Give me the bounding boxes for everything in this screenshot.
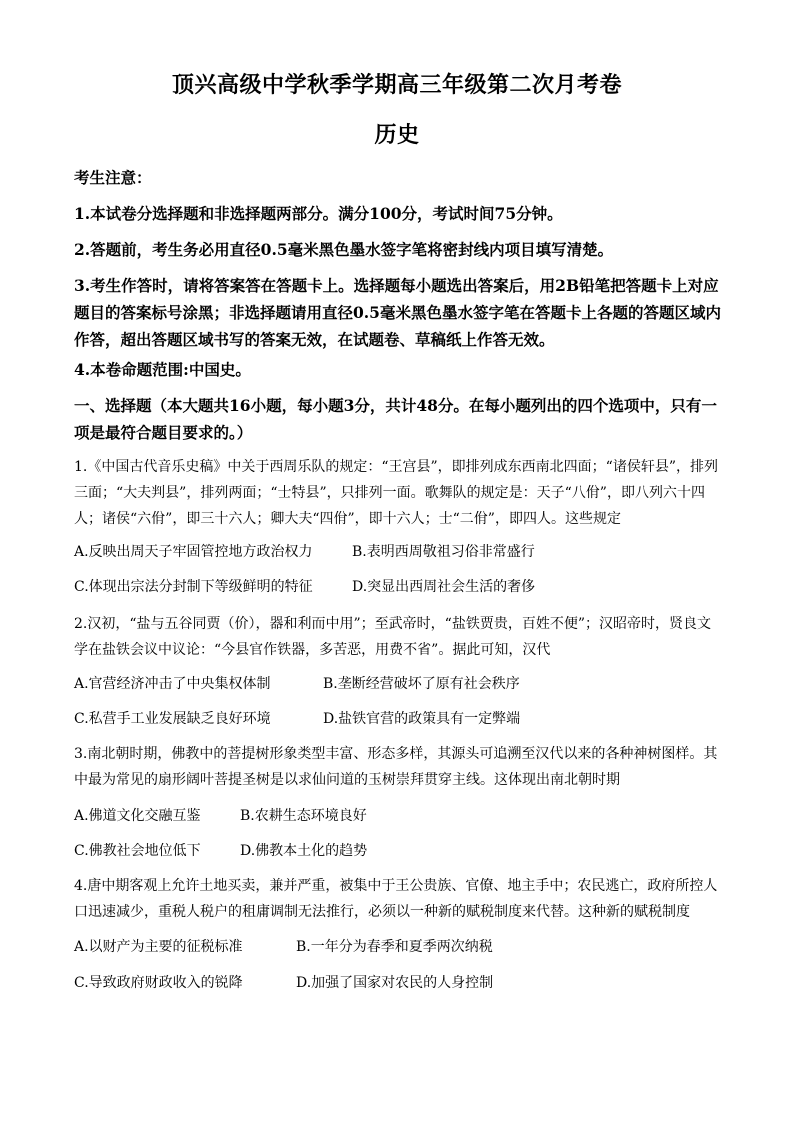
section-heading: 一、选择题（本大题共16小题，每小题3分，共计48分。在每小题列出的四个选项中，只有一项是最符合题目要求的。）	[74, 396, 717, 442]
q3-option-a[interactable]: A.佛道文化交融互鉴	[74, 808, 201, 824]
question-2-stem: 2.汉初，“盐与五谷同贾（价），器和利而中用”；至武帝时，“盐铁贾贵，百姓不便”；汉昭帝时，贤良文学在盐铁会议中议论：“今县官作铁器，多苦恶，用费不省”。据此可知，汉代	[74, 616, 711, 658]
q2-option-c[interactable]: C.私营手工业发展缺乏良好环境	[74, 711, 271, 727]
q4-option-d[interactable]: D.加强了国家对农民的人身控制	[296, 975, 494, 991]
q2-option-b[interactable]: B.垄断经营破坏了原有社会秩序	[323, 676, 520, 692]
q4-option-c[interactable]: C.导致政府财政收入的锐降	[74, 975, 243, 991]
q4-option-b[interactable]: B.一年分为春季和夏季两次纳税	[296, 939, 493, 955]
q1-option-c[interactable]: C.体现出宗法分封制下等级鲜明的特征	[74, 579, 313, 595]
q4-option-a[interactable]: A.以财产为主要的征税标准	[74, 939, 243, 955]
notice-item-3: 3.考生作答时，请将答案答在答题卡上。选择题每小题选出答案后，用2B铅笔把答题卡上对应题目的答案标号涂黑；非选择题请用直径0.5毫米黑色墨水签字笔在答题卡上各题的答题区域内作答，超出答题区域书写的答案无效，在试题卷、草稿纸上作答无效。	[74, 276, 721, 349]
q3-option-c[interactable]: C.佛教社会地位低下	[74, 843, 201, 859]
question-1-stem: 1.《中国古代音乐史稿》中关于西周乐队的规定：“王宫县”，即排列成东西南北四面；“诸侯轩县”，排列三面；“大夫判县”，排列两面；“士特县”，只排列一面。歌舞队的规定是：天子“八佾”，即八列六十四人；诸侯“六佾”，即三十六人；卿大夫“四佾”，即十六人；士“二佾”，即四人。这些规定	[74, 459, 718, 527]
exam-title: 顶兴高级中学秋季学期高三年级第二次月考卷	[171, 72, 622, 98]
q2-option-a[interactable]: A.官营经济冲击了中央集权体制	[74, 676, 271, 692]
subject-title: 历史	[374, 122, 420, 148]
q3-option-d[interactable]: D.佛教本土化的趋势	[240, 843, 368, 859]
question-4-stem: 4.唐中期客观上允许土地买卖，兼并严重，被集中于王公贵族、官僚、地主手中；农民逃亡，政府所控人口迅速减少，重税人税户的租庸调制无法推行，必须以一种新的赋税制度来代替。这种新的赋税制度	[74, 878, 718, 920]
q1-option-b[interactable]: B.表明西周敬祖习俗非常盛行	[352, 544, 535, 560]
question-3-stem: 3.南北朝时期，佛教中的菩提树形象类型丰富、形态多样，其源头可追溯至汉代以来的各种神树图样。其中最为常见的扇形阔叶菩提圣树是以求仙问道的玉树崇拜贯穿主线。这体现出南北朝时期	[74, 746, 718, 788]
notice-item-2: 2.答题前，考生务必用直径0.5毫米黑色墨水签字笔将密封线内项目填写清楚。	[74, 240, 614, 259]
q1-option-d[interactable]: D.突显出西周社会生活的奢侈	[352, 579, 536, 595]
notice-item-1: 1.本试卷分选择题和非选择题两部分。满分100分，考试时间75分钟。	[74, 204, 563, 223]
q2-option-d[interactable]: D.盐铁官营的政策具有一定弊端	[323, 711, 521, 727]
q1-option-a[interactable]: A.反映出周天子牢固管控地方政治权力	[74, 544, 313, 560]
q3-option-b[interactable]: B.农耕生态环境良好	[240, 808, 367, 824]
notice-item-4: 4.本卷命题范围:中国史。	[74, 360, 251, 379]
notice-heading: 考生注意：	[74, 168, 152, 187]
